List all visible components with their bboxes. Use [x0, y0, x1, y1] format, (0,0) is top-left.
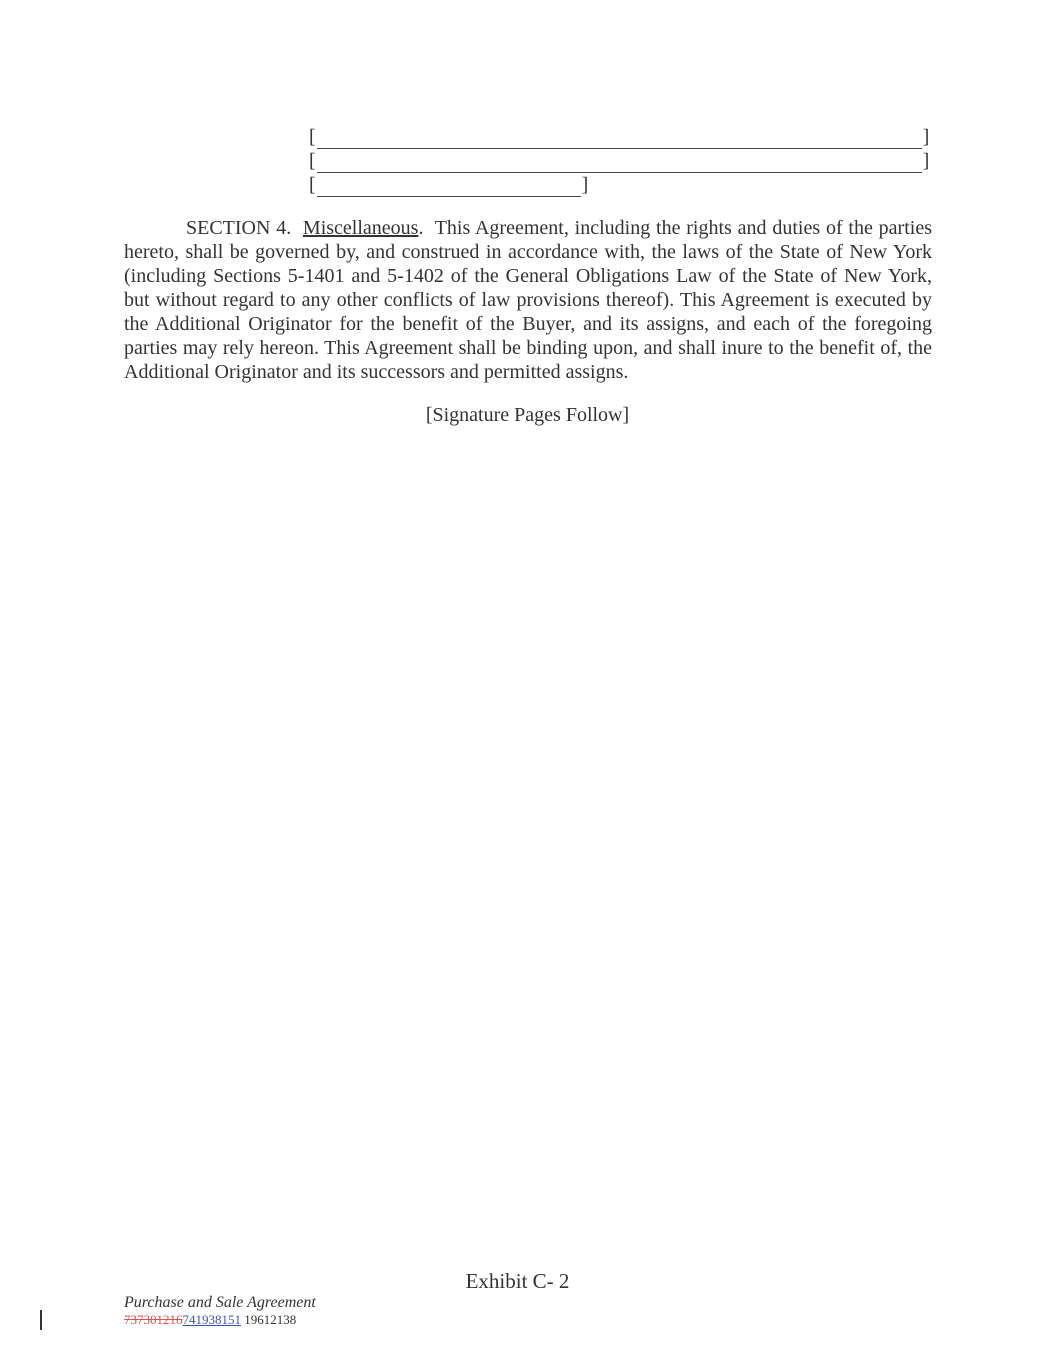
doc-number-deleted: 737301216	[124, 1312, 183, 1327]
section-label: SECTION 4.	[186, 217, 292, 239]
signature-pages-note: [Signature Pages Follow]	[425, 404, 630, 426]
open-bracket: [	[309, 174, 316, 196]
section-4-paragraph	[124, 216, 932, 384]
revision-change-bar	[40, 1310, 42, 1330]
blank-line-3	[309, 173, 929, 197]
blank-fill-line	[317, 130, 922, 149]
section-title: Miscellaneous	[302, 217, 419, 239]
blank-line-2	[309, 149, 929, 173]
close-bracket: ]	[922, 150, 930, 172]
section-title-punct: .	[418, 217, 424, 239]
footer-document-number	[124, 1312, 296, 1328]
blank-line-1	[309, 125, 929, 149]
blank-fill-line	[317, 154, 922, 173]
open-bracket: [	[309, 126, 316, 148]
blank-fill-line	[317, 178, 581, 197]
exhibit-label: Exhibit C- 2	[465, 1269, 570, 1293]
blank-signature-lines	[309, 125, 929, 197]
footer-agreement-title: Purchase and Sale Agreement	[124, 1294, 316, 1311]
close-bracket: ]	[581, 174, 589, 196]
section-body: This Agreement, including the rights and duties of the parties hereto, shall be governed by, and construed in accordance with, the laws of the State of New York (including Sections 5-1401 and 5-1402 of the General Obligations Law of the State of New York, but without regard to any other conflicts of law provisions thereof). This Agreement is executed by the Additional Originator for the benefit of the Buyer, and its assigns, and each of the foregoing parties may rely hereon. This Agreement shall be binding upon, and shall inure to the benefit of, the Additional Originator and its successors and permitted assigns.	[124, 217, 932, 383]
close-bracket: ]	[922, 126, 930, 148]
doc-number-inserted: 741938151	[182, 1312, 241, 1327]
doc-number-other: 19612138	[244, 1312, 297, 1327]
open-bracket: [	[309, 150, 316, 172]
